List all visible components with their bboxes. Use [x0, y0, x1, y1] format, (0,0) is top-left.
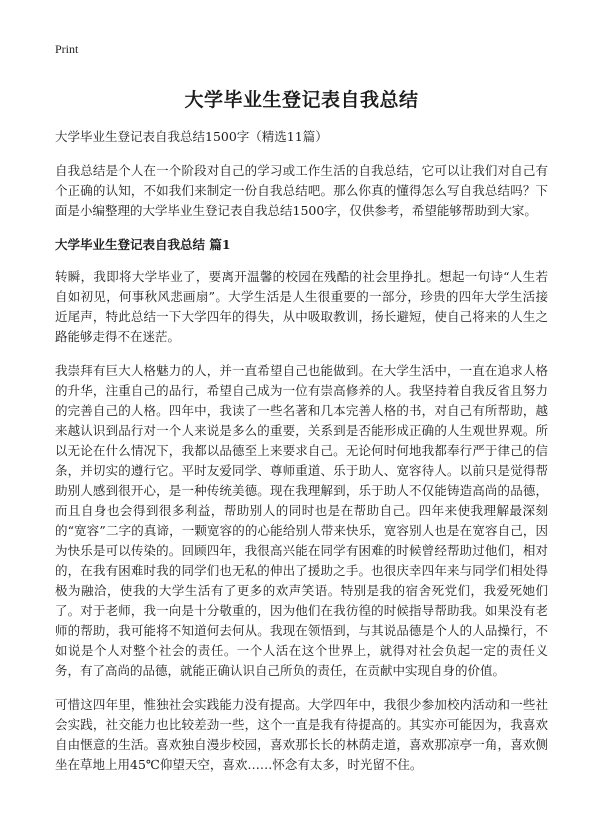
intro-paragraph: 自我总结是个人在一个阶段对自己的学习或工作生活的自我总结，它可以让我们对自己有个正确的认知，不如我们来制定一份自我总结吧。那么你真的懂得怎么写自我总结吗？下面是小编整理的大学毕业生登记表自我总结1500字，仅供参考，希望能够帮助到大家。	[55, 163, 548, 218]
body-paragraph-3: 可惜这四年里，惟独社会实践能力没有提高。大学四年中，我很少参加校内活动和一些社会实践，社交能力也比较差劲一些，这个一直是我有待提高的。其实亦可能因为，我喜欢自由惬意的生活。喜欢独自漫步校园，喜欢那长长的林荫走道，喜欢那凉亭一角，喜欢侧坐在草地上用45℃仰望天空，喜欢……怀念有太多，时光留不住。	[55, 697, 548, 772]
body-paragraph-2: 我崇拜有巨大人格魅力的人，并一直希望自己也能做到。在大学生活中，一直在追求人格的升华，注重自己的品行，希望自己成为一位有崇高修养的人。我坚持着自我反省且努力的完善自己的人格。四年中，我读了一些名著和几本完善人格的书，对自己有所帮助，越来越认识到品行对一个人来说是多么的重要，关系到是否能形成正确的人生观世界观。所以无论在什么情况下，我都以品德至上来要求自己。无论何时何地我都奉行严于律己的信条，并切实的遵行它。平时友爱同学、尊师重道、乐于助人、宽容待人。以前只是觉得帮助别人感到很开心，是一种传统美德。现在我理解到，乐于助人不仅能铸造高尚的品德，而且自身也会得到很多利益，帮助别人的同时也是在帮助自己。四年来使我理解最深刻的“宽容”二字的真谛，一颗宽容的的心能给别人带来快乐，宽容别人也是在宽容自己，因为快乐是可以传染的。回顾四年，我很高兴能在同学有困难的时候曾经帮助过他们，相对的，在我有困难时我的同学们也无私的伸出了援助之手。也很庆幸四年来与同学们相处得极为融洽，使我的大学生活有了更多的欢声笑语。特别是我的宿舍死党们，我爱死她们了。对于老师，我一向是十分敬重的，因为他们在我彷徨的时候指导帮助我。如果没有老师的帮助，我可能将不知道何去何从。我现在领悟到，与其说品德是个人的人品操行，不如说是个人对整个社会的责任。一个人活在这个世界上，就得对社会负起一定的责任义务，有了高尚的品德，就能正确认识自己所负的责任，在贡献中实现自身的价值。	[55, 363, 548, 678]
page-title: 大学毕业生登记表自我总结	[184, 89, 419, 111]
document-subtitle: 大学毕业生登记表自我总结1500字（精选11篇）	[55, 129, 328, 144]
body-paragraph-1: 转瞬，我即将大学毕业了，要离开温馨的校园在残酷的社会里挣扎。想起一句诗“人生若自如初见，何事秋风悲画扇”。大学生活是人生很重要的一部分，珍贵的四年大学生活接近尾声，特此总结一下大学四年的得失，从中吸取教训，扬长避短，使自己将来的人生之路能够走得不在迷茫。	[55, 269, 548, 344]
print-link[interactable]: Print	[55, 42, 79, 56]
section-heading: 大学毕业生登记表自我总结 篇1	[55, 237, 231, 252]
